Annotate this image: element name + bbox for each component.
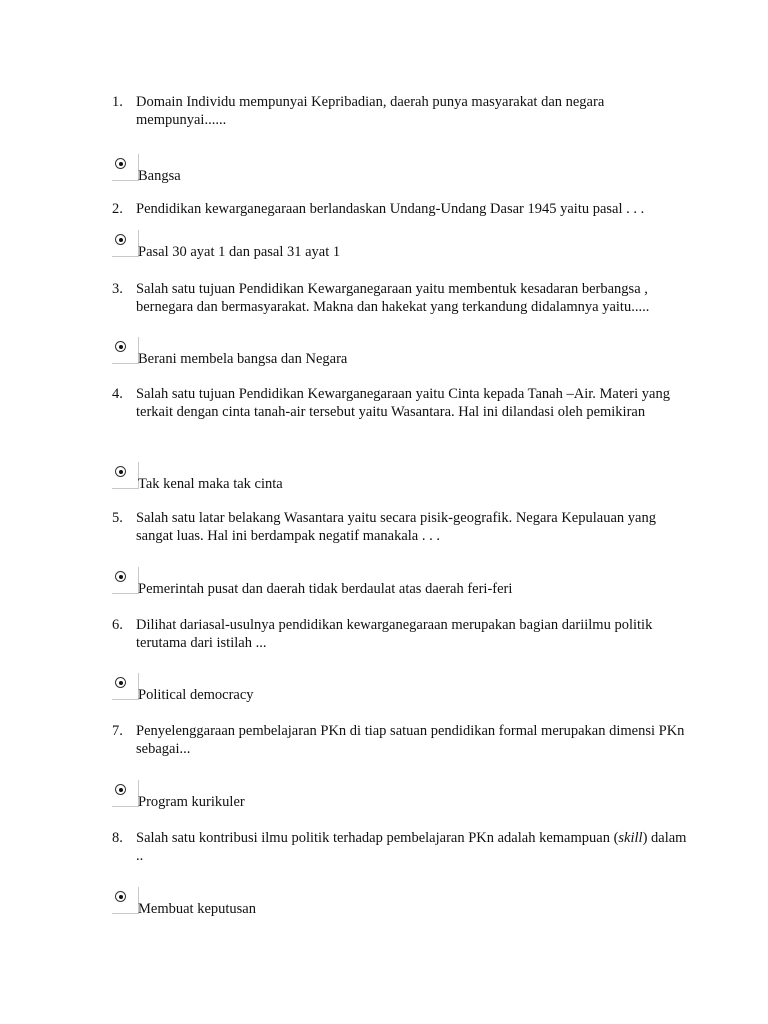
answer-text: Berani membela bangsa dan Negara <box>138 351 348 367</box>
question-number: 3. <box>112 281 123 297</box>
question-6 <box>112 616 692 652</box>
radio-selected-icon[interactable] <box>115 891 126 902</box>
question-number: 2. <box>112 201 123 217</box>
question-3 <box>112 280 692 316</box>
question-text: Salah satu tujuan Pendidikan Kewarganegaraan yaitu membentuk kesadaran berbangsa , bernegara dan bermasyarakat. Makna dan hakekat yang terkandung didalamnya yaitu..... <box>136 281 650 315</box>
answer-5 <box>112 567 672 597</box>
answer-1 <box>112 154 672 184</box>
question-text <box>136 829 692 865</box>
question-number: 4. <box>112 386 123 402</box>
radio-selected-icon[interactable] <box>115 784 126 795</box>
answer-2 <box>112 230 672 260</box>
answer-text: Pemerintah pusat dan daerah tidak berdaulat atas daerah feri-feri <box>138 581 513 597</box>
answer-7 <box>112 780 672 810</box>
answer-4 <box>112 462 672 492</box>
answer-3 <box>112 337 672 367</box>
radio-selected-icon[interactable] <box>115 341 126 352</box>
answer-text: Program kurikuler <box>138 794 245 810</box>
radio-selected-icon[interactable] <box>115 677 126 688</box>
question-text-before: Salah satu kontribusi ilmu politik terhadap pembelajaran PKn adalah kemampuan ( <box>136 830 619 846</box>
answer-text: Pasal 30 ayat 1 dan pasal 31 ayat 1 <box>138 244 341 260</box>
radio-selected-icon[interactable] <box>115 234 126 245</box>
question-text-italic: skill <box>618 830 643 846</box>
question-text: Domain Individu mempunyai Kepribadian, daerah punya masyarakat dan negara mempunyai...... <box>136 94 605 128</box>
question-text: Pendidikan kewarganegaraan berlandaskan Undang-Undang Dasar 1945 yaitu pasal . . . <box>136 201 645 217</box>
answer-8 <box>112 887 672 917</box>
answer-6 <box>112 673 672 703</box>
question-number: 1. <box>112 94 123 110</box>
question-5 <box>112 509 692 545</box>
question-text: Salah satu tujuan Pendidikan Kewarganegaraan yaitu Cinta kepada Tanah –Air. Materi yang terkait dengan cinta tanah-air tersebut yaitu Wasantara. Hal ini dilandasi oleh pemikiran <box>136 386 670 420</box>
question-2 <box>112 200 692 218</box>
question-text: Penyelenggaraan pembelajaran PKn di tiap satuan pendidikan formal merupakan dimensi PKn sebagai... <box>136 723 685 757</box>
radio-selected-icon[interactable] <box>115 158 126 169</box>
answer-text: Tak kenal maka tak cinta <box>138 476 283 492</box>
radio-selected-icon[interactable] <box>115 571 126 582</box>
question-8 <box>112 829 692 865</box>
question-number: 5. <box>112 510 123 526</box>
question-number: 7. <box>112 723 123 739</box>
radio-selected-icon[interactable] <box>115 466 126 477</box>
answer-text: Political democracy <box>138 687 254 703</box>
question-text: Dilihat dariasal-usulnya pendidikan kewarganegaraan merupakan bagian dariilmu politik terutama dari istilah ... <box>136 617 653 651</box>
answer-text: Membuat keputusan <box>138 901 256 917</box>
answer-text: Bangsa <box>138 168 181 184</box>
question-text-after: ) dalam .. <box>136 830 687 864</box>
question-number: 6. <box>112 617 123 633</box>
question-number: 8. <box>112 830 123 846</box>
question-4 <box>112 385 692 421</box>
question-1 <box>112 93 692 129</box>
question-7 <box>112 722 692 758</box>
question-text: Salah satu latar belakang Wasantara yaitu secara pisik-geografik. Negara Kepulauan yang sangat luas. Hal ini berdampak negatif manakala . . . <box>136 510 656 544</box>
